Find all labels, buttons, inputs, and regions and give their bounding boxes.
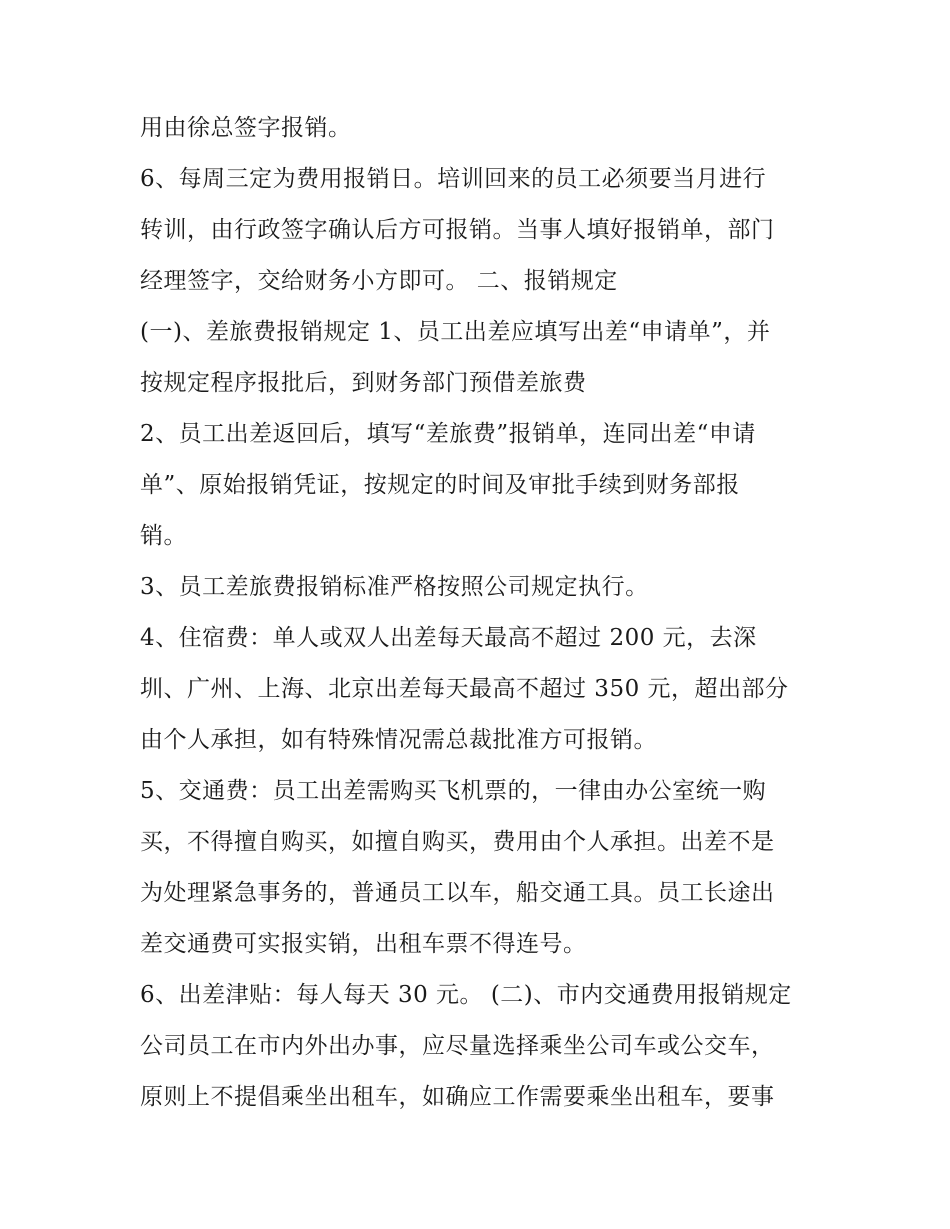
text-line-16: 为处理紧急事务的，普通员工以车，船交通工具。员工长途出	[140, 880, 775, 906]
text-line-7: 2、员工出差返回后，填写“差旅费”报销单，连同出差“申请	[140, 421, 756, 447]
text-line-8: 单”、原始报销凭证，按规定的时间及审批手续到财务部报	[140, 472, 740, 498]
document-body	[140, 108, 820, 1128]
text-line-3: 转训，由行政签字确认后方可报销。当事人填好报销单，部门	[140, 217, 775, 243]
text-line-20: 原则上不提倡乘坐出租车，如确应工作需要乘坐出租车，要事	[140, 1084, 775, 1110]
text-line-4: 经理签字，交给财务小方即可。 二、报销规定	[140, 268, 618, 294]
text-line-11: 4、住宿费：单人或双人出差每天最高不超过 200 元，去深	[140, 625, 757, 651]
text-line-9: 销。	[140, 523, 187, 549]
text-line-19: 公司员工在市内外出办事，应尽量选择乘坐公司车或公交车，	[140, 1033, 775, 1059]
text-line-1: 用由徐总签字报销。	[140, 115, 352, 141]
text-line-15: 买，不得擅自购买，如擅自购买，费用由个人承担。出差不是	[140, 829, 775, 855]
text-line-14: 5、交通费：员工出差需购买飞机票的，一律由办公室统一购	[140, 778, 767, 804]
text-line-13: 由个人承担，如有特殊情况需总裁批准方可报销。	[140, 727, 657, 753]
text-line-2: 6、每周三定为费用报销日。培训回来的员工必须要当月进行	[140, 166, 767, 192]
text-line-18: 6、出差津贴：每人每天 30 元。 (二)、市内交通费用报销规定	[140, 982, 792, 1008]
text-line-6: 按规定程序报批后，到财务部门预借差旅费	[140, 370, 587, 396]
text-line-12: 圳、广州、上海、北京出差每天最高不超过 350 元，超出部分	[140, 676, 789, 702]
text-line-17: 差交通费可实报实销，出租车票不得连号。	[140, 931, 587, 957]
text-line-5: (一)、差旅费报销规定 1、员工出差应填写出差“申请单”，并	[140, 319, 771, 345]
text-line-10: 3、员工差旅费报销标准严格按照公司规定执行。	[140, 574, 649, 600]
